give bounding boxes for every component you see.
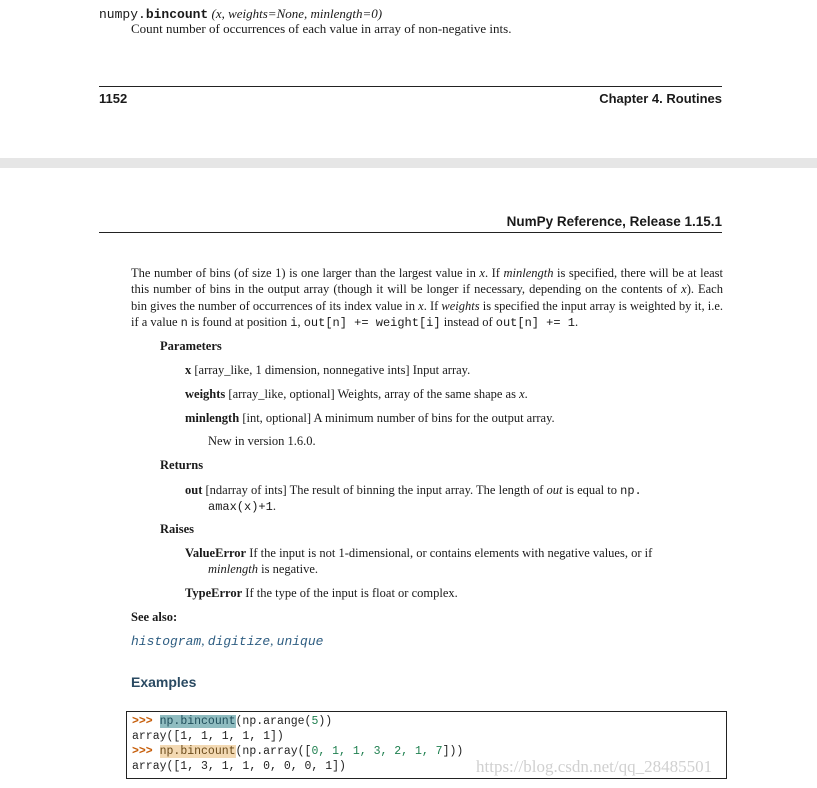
param-name: ValueError bbox=[185, 546, 247, 560]
page-top bbox=[0, 0, 817, 158]
desc-em: x bbox=[479, 266, 485, 280]
param-desc: [array_like, optional] Weights, array of the same shape as bbox=[228, 387, 520, 401]
running-header: NumPy Reference, Release 1.15.1 bbox=[506, 214, 722, 229]
param-name: minlength bbox=[185, 411, 240, 425]
param-name: out bbox=[185, 483, 203, 497]
param-name: weights bbox=[185, 387, 226, 401]
desc-em: weights bbox=[441, 298, 480, 313]
code-text: )) bbox=[318, 715, 333, 728]
param-desc: is equal to bbox=[562, 483, 621, 497]
return-out bbox=[185, 483, 642, 498]
code-function-highlight: np.bincount bbox=[159, 745, 236, 758]
desc-text: The number of bins (of size 1) is one larger than the largest value in bbox=[131, 266, 480, 280]
return-out-cont bbox=[208, 499, 276, 514]
see-also-heading: See also: bbox=[131, 610, 178, 624]
desc-code: n bbox=[180, 316, 188, 331]
see-also-link-unique[interactable]: unique bbox=[276, 634, 324, 649]
examples-heading: Examples bbox=[131, 674, 197, 690]
code-line-2: array([1, 1, 1, 1, 1]) bbox=[132, 730, 284, 743]
header-rule bbox=[99, 232, 722, 233]
footer-chapter: Chapter 4. Routines bbox=[599, 91, 722, 106]
function-signature bbox=[99, 6, 382, 22]
param-desc-em: out bbox=[546, 483, 563, 497]
code-prompt: >>> bbox=[132, 715, 160, 728]
version-note: New in version 1.6.0. bbox=[208, 434, 316, 448]
see-also-link-digitize[interactable]: digitize bbox=[207, 634, 271, 649]
footer-page-number: 1152 bbox=[99, 91, 128, 106]
returns-heading: Returns bbox=[160, 458, 204, 472]
raises-heading: Raises bbox=[160, 522, 195, 536]
code-line-3 bbox=[132, 745, 463, 758]
footer-rule bbox=[99, 86, 722, 87]
signature-args: (x, weights=None, minlength=0) bbox=[211, 6, 383, 21]
see-also-separator: , bbox=[201, 633, 208, 648]
code-line-4: array([1, 3, 1, 1, 0, 0, 0, 1]) bbox=[132, 760, 346, 773]
raise-valueerror-cont bbox=[208, 562, 318, 577]
page-separator bbox=[0, 158, 817, 168]
desc-code: i bbox=[290, 316, 298, 331]
code-text: (np.arange( bbox=[235, 715, 312, 728]
desc-em: minlength bbox=[503, 266, 554, 280]
desc-text: is specified the input array is weighted by it, i.e. if a value bbox=[131, 298, 723, 330]
raise-typeerror bbox=[185, 586, 458, 601]
watermark-text: https://blog.csdn.net/qq_28485501 bbox=[476, 757, 713, 776]
param-desc: [ndarray of ints] The result of binning the input array. The length of bbox=[205, 483, 547, 497]
param-desc: If the type of the input is float or complex. bbox=[245, 586, 458, 600]
code-text: ])) bbox=[442, 745, 464, 758]
param-desc-em: minlength bbox=[208, 562, 258, 576]
function-summary: Count number of occurrences of each value in array of non-negative ints. bbox=[131, 21, 512, 36]
see-also-separator: , bbox=[270, 633, 277, 648]
desc-text: is found at position bbox=[187, 315, 291, 330]
desc-code: out[n] += weight[i] bbox=[303, 316, 441, 331]
param-weights bbox=[185, 387, 528, 402]
desc-text: ). Each bin gives the number of occurrences of its index value in bbox=[131, 282, 723, 313]
param-desc: . bbox=[524, 387, 528, 401]
desc-text: . If bbox=[484, 266, 504, 280]
param-name: TypeError bbox=[185, 586, 243, 600]
param-x bbox=[185, 363, 470, 378]
param-desc: [array_like, 1 dimension, nonnegative ints] Input array. bbox=[194, 363, 471, 377]
see-also-links bbox=[131, 633, 323, 649]
desc-text: . bbox=[574, 315, 579, 330]
code-number: 0, 1, 1, 3, 2, 1, 7 bbox=[311, 745, 443, 758]
desc-text: is specified, there will be at least this number of bins in the output array (though it will be longer if necessary, depending on the contents of bbox=[131, 266, 723, 297]
signature-module: numpy. bbox=[99, 7, 146, 22]
code-prompt: >>> bbox=[132, 745, 160, 758]
param-desc: [int, optional] A minimum number of bins for the output array. bbox=[242, 411, 555, 425]
desc-em: x bbox=[681, 282, 687, 297]
param-desc-em: x bbox=[519, 387, 525, 401]
code-line-1 bbox=[132, 715, 332, 728]
raise-valueerror bbox=[185, 546, 652, 561]
param-code: np. bbox=[620, 484, 642, 498]
param-desc: If the input is not 1-dimensional, or contains elements with negative values, or if bbox=[249, 546, 653, 560]
desc-text: . If bbox=[423, 298, 442, 313]
desc-em: x bbox=[418, 298, 424, 313]
code-function-highlight: np.bincount bbox=[159, 715, 236, 728]
see-also-link-histogram[interactable]: histogram bbox=[131, 634, 202, 649]
desc-text: instead of bbox=[440, 315, 496, 330]
param-name: x bbox=[185, 363, 192, 377]
parameters-heading: Parameters bbox=[160, 339, 222, 353]
page-bottom bbox=[0, 168, 817, 788]
param-minlength bbox=[185, 411, 555, 426]
desc-code: out[n] += 1 bbox=[495, 316, 575, 331]
code-number: 5 bbox=[311, 715, 319, 728]
code-text: (np.array([ bbox=[235, 745, 312, 758]
param-desc: is negative. bbox=[258, 562, 319, 576]
description-paragraph bbox=[131, 265, 723, 332]
param-desc: . bbox=[272, 499, 276, 513]
param-code: amax(x)+1 bbox=[208, 500, 273, 514]
desc-text: , bbox=[297, 315, 304, 330]
signature-function: bincount bbox=[145, 7, 209, 22]
